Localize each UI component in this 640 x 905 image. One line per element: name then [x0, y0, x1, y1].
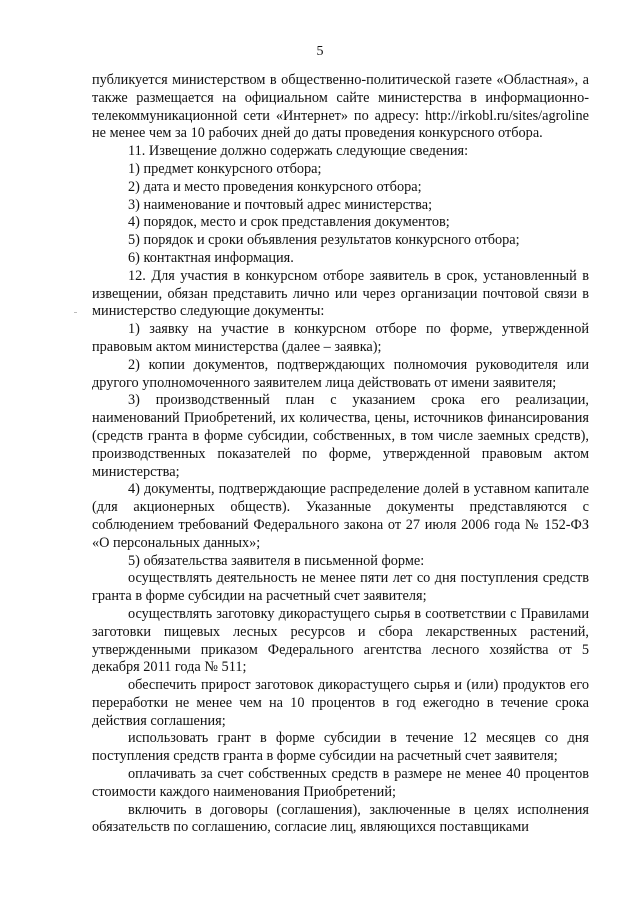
paragraph-11-item-1: 1) предмет конкурсного отбора;	[128, 160, 322, 177]
paragraph-12-item-4: 4) документы, подтверждающие распределение долей в уставном капитале (для акционерных обществ). Указанные документы представляются с соблюдением требований Федерального закона от 27 июля 2006 года № 152-ФЗ «О персональных данных»;	[92, 481, 589, 551]
paragraph-11-item-4: 4) порядок, место и срок представления документов;	[128, 214, 450, 231]
obligation-contracts: включить в договоры (соглашения), заключенные в целях исполнения обязательств по соглашению, согласие лиц, являющихся поставщиками	[92, 801, 589, 836]
obligation-harvesting: осуществлять заготовку дикорастущего сырья в соответствии с Правилами заготовки пищевых лесных ресурсов и сбора лекарственных растений, утвержденными приказом Федерального агентства лесного хозяйства от 5 декабря 2011 года № 511;	[92, 605, 589, 676]
paragraph-12-item-1: 1) заявку на участие в конкурсном отборе по форме, утвержденной правовым актом министерства (далее – заявка);	[92, 321, 589, 355]
page-number: 5	[316, 44, 324, 59]
paragraph-12-documents: 12. Для участия в конкурсном отборе заявитель в срок, установленный в извещении, обязан представить лично или через организации почтовой связи в министерство следующие документы:	[92, 267, 589, 320]
obligation-co-financing: оплачивать за счет собственных средств в размере не менее 40 процентов стоимости каждого наименования Приобретений;	[92, 766, 589, 800]
document-body	[92, 72, 589, 837]
obligation-activity: осуществлять деятельность не менее пяти лет со дня поступления средств гранта в форме субсидии на расчетный счет заявителя;	[92, 570, 589, 605]
margin-mark	[74, 312, 77, 313]
paragraph-11-item-2: 2) дата и место проведения конкурсного отбора;	[128, 178, 422, 195]
paragraph-11-item-3: 3) наименование и почтовый адрес министерства;	[128, 196, 433, 213]
obligation-growth: обеспечить прирост заготовок дикорастущего сырья и (или) продуктов его переработки не менее чем на 10 процентов в год ежегодно в течение срока действия соглашения;	[92, 677, 589, 729]
obligation-grant-use: использовать грант в форме субсидии в течение 12 месяцев со дня поступления средств гранта в форме субсидии на расчетный счет заявителя;	[92, 730, 589, 765]
paragraph-11-item-5: 5) порядок и сроки объявления результатов конкурсного отбора;	[128, 232, 520, 249]
paragraph-publication: публикуется министерством в общественно-политической газете «Областная», а также размещается на официальном сайте министерства в информационно-телекоммуникационной сети «Интернет» по адресу: http://irkobl.ru/sites/agroline не менее чем за 10 рабочих дней до даты проведения конкурсного отбора.	[92, 72, 589, 142]
paragraph-11-notice: 11. Извещение должно содержать следующие сведения:	[128, 143, 469, 160]
paragraph-12-item-2: 2) копии документов, подтверждающих полномочия руководителя или другого уполномоченного заявителем лица действовать от имени заявителя;	[92, 356, 589, 391]
paragraph-12-item-5: 5) обязательства заявителя в письменной форме:	[128, 552, 425, 569]
paragraph-11-item-6: 6) контактная информация.	[128, 249, 294, 266]
paragraph-12-item-3: 3) производственный план с указанием срока его реализации, наименований Приобретений, их количества, цены, источников финансирования (средств гранта в форме субсидии, собственных, в том числе заемных средств), производственных показателей по форме, утвержденной правовым актом министерства;	[92, 392, 589, 480]
